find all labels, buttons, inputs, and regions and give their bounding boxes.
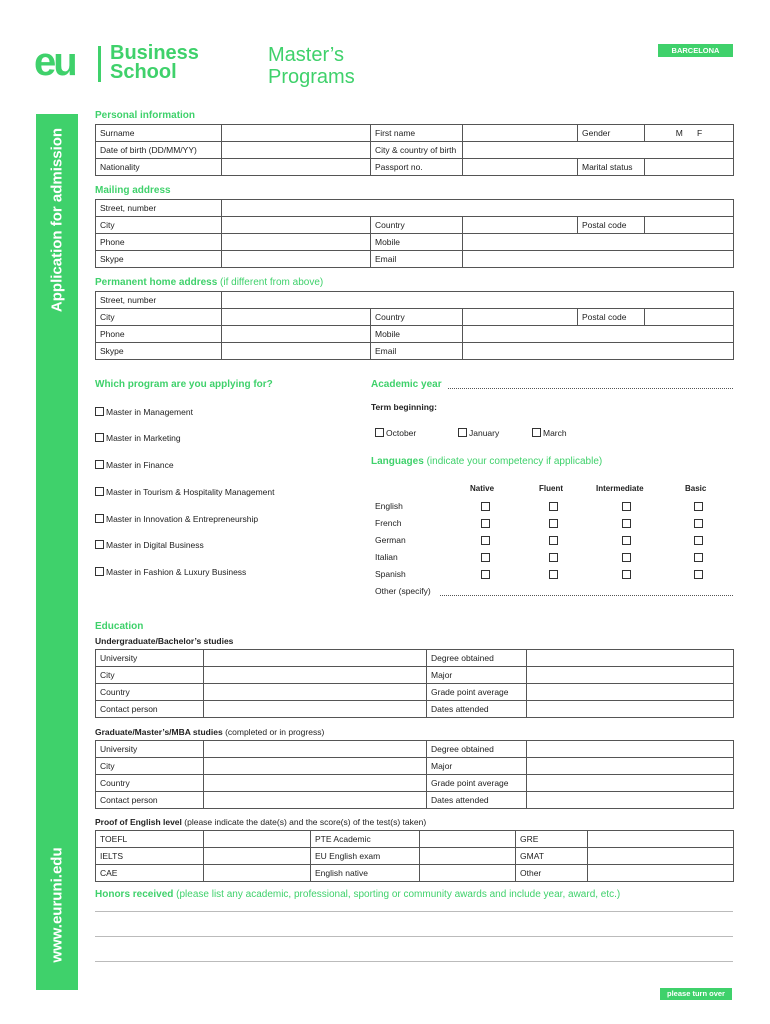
language-other-field[interactable] [440, 595, 733, 596]
term-label: Term beginning: [371, 402, 437, 412]
mail-city-label: City [96, 217, 222, 234]
grad-university-field[interactable] [204, 741, 427, 758]
grad-heading-text: Graduate/Master’s/MBA studies [95, 727, 223, 737]
perm-mobile-label: Mobile [371, 326, 463, 343]
gender-f[interactable]: F [697, 128, 703, 138]
mail-street-field[interactable] [222, 200, 734, 217]
gender-field[interactable] [645, 125, 734, 142]
checkbox-icon[interactable] [481, 502, 490, 511]
program-option[interactable] [95, 540, 204, 550]
checkbox-icon[interactable] [95, 540, 104, 549]
term-label-text: October [386, 428, 417, 438]
other-test-field[interactable] [588, 865, 734, 882]
checkbox-icon[interactable] [694, 570, 703, 579]
perm-postal-field[interactable] [645, 309, 734, 326]
checkbox-icon[interactable] [622, 519, 631, 528]
ug-country-label: Country [96, 684, 204, 701]
logo-line2: School [110, 61, 177, 83]
checkbox-icon[interactable] [549, 536, 558, 545]
program-label: Master in Management [106, 407, 193, 417]
marital-field[interactable] [645, 159, 734, 176]
english-table [95, 830, 734, 882]
turn-over-badge: please turn over [660, 988, 732, 1000]
grad-dates-label: Dates attended [427, 792, 527, 809]
ug-table [95, 649, 734, 718]
grad-heading [95, 727, 324, 737]
honors-line[interactable] [95, 911, 733, 912]
academic-heading: Academic year [371, 379, 442, 390]
ug-city-label: City [96, 667, 204, 684]
personal-table [95, 124, 734, 176]
passport-field[interactable] [463, 159, 578, 176]
sidebar-title: Application for admission [48, 127, 66, 313]
ug-major-field[interactable] [527, 667, 734, 684]
honors-note: (please list any academic, professional, sporting or community awards and include year, award, etc.) [173, 889, 621, 900]
ug-contact-field[interactable] [204, 701, 427, 718]
ug-heading: Undergraduate/Bachelor’s studies [95, 636, 234, 646]
native-field[interactable] [420, 865, 516, 882]
languages-heading-text: Languages [371, 456, 424, 467]
program-label: Master in Tourism & Hospitality Management [106, 487, 275, 497]
campus-badge: BARCELONA [658, 44, 733, 57]
perm-street-field[interactable] [222, 292, 734, 309]
gender-label: Gender [578, 125, 645, 142]
mail-mobile-label: Mobile [371, 234, 463, 251]
grad-major-field[interactable] [527, 758, 734, 775]
program-label: Master in Marketing [106, 433, 181, 443]
level-intermediate: Intermediate [596, 484, 644, 493]
language-english: English [375, 501, 403, 511]
academic-year-field[interactable] [448, 388, 733, 389]
program-option[interactable] [95, 460, 174, 470]
checkbox-icon[interactable] [481, 519, 490, 528]
program-label: Master in Finance [106, 460, 174, 470]
gmat-label: GMAT [516, 848, 588, 865]
language-italian: Italian [375, 552, 398, 562]
grad-university-label: University [96, 741, 204, 758]
checkbox-icon[interactable] [694, 553, 703, 562]
perm-city-label: City [96, 309, 222, 326]
ug-gpa-field[interactable] [527, 684, 734, 701]
language-german: German [375, 535, 406, 545]
level-fluent: Fluent [539, 484, 563, 493]
grad-contact-label: Contact person [96, 792, 204, 809]
mail-skype-label: Skype [96, 251, 222, 268]
checkbox-icon[interactable] [95, 487, 104, 496]
grad-country-field[interactable] [204, 775, 427, 792]
mail-phone-field[interactable] [222, 234, 371, 251]
grad-degree-label: Degree obtained [427, 741, 527, 758]
other-test-label: Other [516, 865, 588, 882]
grad-contact-field[interactable] [204, 792, 427, 809]
program-option[interactable] [95, 487, 275, 497]
perm-mobile-field[interactable] [463, 326, 734, 343]
english-note: (please indicate the date(s) and the score(s) of the test(s) taken) [181, 817, 427, 827]
program-label: Master in Fashion & Luxury Business [106, 567, 247, 577]
gre-field[interactable] [588, 831, 734, 848]
checkbox-icon[interactable] [95, 514, 104, 523]
checkbox-icon[interactable] [375, 428, 384, 437]
mail-postal-field[interactable] [645, 217, 734, 234]
grad-degree-field[interactable] [527, 741, 734, 758]
checkbox-icon[interactable] [95, 567, 104, 576]
ug-dates-label: Dates attended [427, 701, 527, 718]
program-option[interactable] [95, 514, 258, 524]
ielts-label: IELTS [96, 848, 204, 865]
checkbox-icon[interactable] [481, 570, 490, 579]
grad-city-field[interactable] [204, 758, 427, 775]
perm-phone-label: Phone [96, 326, 222, 343]
permanent-heading-text: Permanent home address [95, 277, 218, 288]
ug-contact-label: Contact person [96, 701, 204, 718]
ug-dates-field[interactable] [527, 701, 734, 718]
ug-city-field[interactable] [204, 667, 427, 684]
mail-postal-label: Postal code [578, 217, 645, 234]
eu-exam-field[interactable] [420, 848, 516, 865]
checkbox-icon[interactable] [95, 460, 104, 469]
term-option[interactable] [458, 428, 499, 438]
mailing-heading: Mailing address [95, 185, 171, 196]
dob-field[interactable] [222, 142, 371, 159]
surname-label: Surname [96, 125, 222, 142]
ug-country-field[interactable] [204, 684, 427, 701]
native-label: English native [311, 865, 420, 882]
perm-skype-field[interactable] [222, 343, 371, 360]
program-label: Master in Digital Business [106, 540, 204, 550]
level-native: Native [470, 484, 495, 493]
checkbox-icon[interactable] [622, 536, 631, 545]
languages-note: (indicate your competency if applicable) [423, 456, 603, 467]
program-label: Master in Innovation & Entrepreneurship [106, 514, 259, 524]
ug-major-label: Major [427, 667, 527, 684]
program-option[interactable] [95, 567, 246, 577]
perm-phone-field[interactable] [222, 326, 371, 343]
language-other-label: Other (specify) [375, 586, 431, 596]
grad-gpa-field[interactable] [527, 775, 734, 792]
perm-postal-label: Postal code [578, 309, 645, 326]
mail-street-label: Street, number [96, 200, 222, 217]
checkbox-icon[interactable] [694, 502, 703, 511]
perm-email-field[interactable] [463, 343, 734, 360]
english-heading-text: Proof of English level [95, 817, 182, 827]
birthplace-label: City & country of birth [371, 142, 463, 159]
honors-line[interactable] [95, 961, 733, 962]
perm-city-field[interactable] [222, 309, 371, 326]
first-name-field[interactable] [463, 125, 578, 142]
checkbox-icon[interactable] [95, 407, 104, 416]
permanent-note: (if different from above) [217, 277, 324, 288]
mail-country-label: Country [371, 217, 463, 234]
programs-heading: Which program are you applying for? [95, 379, 273, 390]
mail-email-field[interactable] [463, 251, 734, 268]
ug-university-field[interactable] [204, 650, 427, 667]
ug-degree-label: Degree obtained [427, 650, 527, 667]
checkbox-icon[interactable] [549, 502, 558, 511]
grad-country-label: Country [96, 775, 204, 792]
checkbox-icon[interactable] [622, 553, 631, 562]
perm-country-label: Country [371, 309, 463, 326]
ug-university-label: University [96, 650, 204, 667]
logo-divider [98, 46, 101, 82]
logo-text [110, 44, 199, 82]
term-label-text: January [469, 428, 500, 438]
gender-m[interactable]: M [675, 128, 683, 138]
checkbox-icon[interactable] [549, 519, 558, 528]
checkbox-icon[interactable] [481, 536, 490, 545]
perm-skype-label: Skype [96, 343, 222, 360]
passport-label: Passport no. [371, 159, 463, 176]
title-line2: Programs [268, 66, 355, 88]
checkbox-icon[interactable] [458, 428, 467, 437]
checkbox-icon[interactable] [694, 536, 703, 545]
perm-country-field[interactable] [463, 309, 578, 326]
eu-exam-label: EU English exam [311, 848, 420, 865]
checkbox-icon[interactable] [694, 519, 703, 528]
permanent-heading [95, 277, 323, 288]
checkbox-icon[interactable] [481, 553, 490, 562]
cae-label: CAE [96, 865, 204, 882]
logo-line1: Business [110, 42, 199, 64]
checkbox-icon[interactable] [549, 553, 558, 562]
checkbox-icon[interactable] [622, 502, 631, 511]
program-option[interactable] [95, 407, 193, 417]
birthplace-field[interactable] [463, 142, 734, 159]
term-label-text: March [543, 428, 567, 438]
perm-email-label: Email [371, 343, 463, 360]
ielts-field[interactable] [204, 848, 311, 865]
pte-label: PTE Academic [311, 831, 420, 848]
toefl-field[interactable] [204, 831, 311, 848]
mail-country-field[interactable] [463, 217, 578, 234]
languages-heading [371, 456, 602, 467]
grad-dates-field[interactable] [527, 792, 734, 809]
grad-city-label: City [96, 758, 204, 775]
grad-table [95, 740, 734, 809]
nationality-field[interactable] [222, 159, 371, 176]
first-name-label: First name [371, 125, 463, 142]
sidebar-url: www.euruni.edu [48, 847, 66, 963]
surname-field[interactable] [222, 125, 371, 142]
page-title [268, 44, 355, 88]
ug-gpa-label: Grade point average [427, 684, 527, 701]
checkbox-icon[interactable] [95, 433, 104, 442]
term-option[interactable] [375, 428, 416, 438]
term-option[interactable] [532, 428, 567, 438]
toefl-label: TOEFL [96, 831, 204, 848]
ug-degree-field[interactable] [527, 650, 734, 667]
perm-street-label: Street, number [96, 292, 222, 309]
checkbox-icon[interactable] [532, 428, 541, 437]
gre-label: GRE [516, 831, 588, 848]
personal-heading: Personal information [95, 110, 196, 121]
cae-field[interactable] [204, 865, 311, 882]
mail-email-label: Email [371, 251, 463, 268]
nationality-label: Nationality [96, 159, 222, 176]
program-option[interactable] [95, 433, 181, 443]
checkbox-icon[interactable] [549, 570, 558, 579]
checkbox-icon[interactable] [622, 570, 631, 579]
dob-label: Date of birth (DD/MM/YY) [96, 142, 222, 159]
grad-gpa-label: Grade point average [427, 775, 527, 792]
permanent-table [95, 291, 734, 360]
mailing-table [95, 199, 734, 268]
mail-mobile-field[interactable] [463, 234, 734, 251]
mail-skype-field[interactable] [222, 251, 371, 268]
pte-field[interactable] [420, 831, 516, 848]
honors-line[interactable] [95, 936, 733, 937]
title-line1: Master’s [268, 44, 344, 66]
logo-mark: eu [34, 40, 75, 84]
language-french: French [375, 518, 402, 528]
level-basic: Basic [685, 484, 707, 493]
honors-heading [95, 889, 620, 900]
education-heading: Education [95, 621, 144, 632]
mail-phone-label: Phone [96, 234, 222, 251]
honors-heading-text: Honors received [95, 889, 174, 900]
english-heading [95, 817, 426, 827]
grad-note: (completed or in progress) [222, 727, 325, 737]
language-spanish: Spanish [375, 569, 406, 579]
marital-label: Marital status [578, 159, 645, 176]
grad-major-label: Major [427, 758, 527, 775]
mail-city-field[interactable] [222, 217, 371, 234]
gmat-field[interactable] [588, 848, 734, 865]
